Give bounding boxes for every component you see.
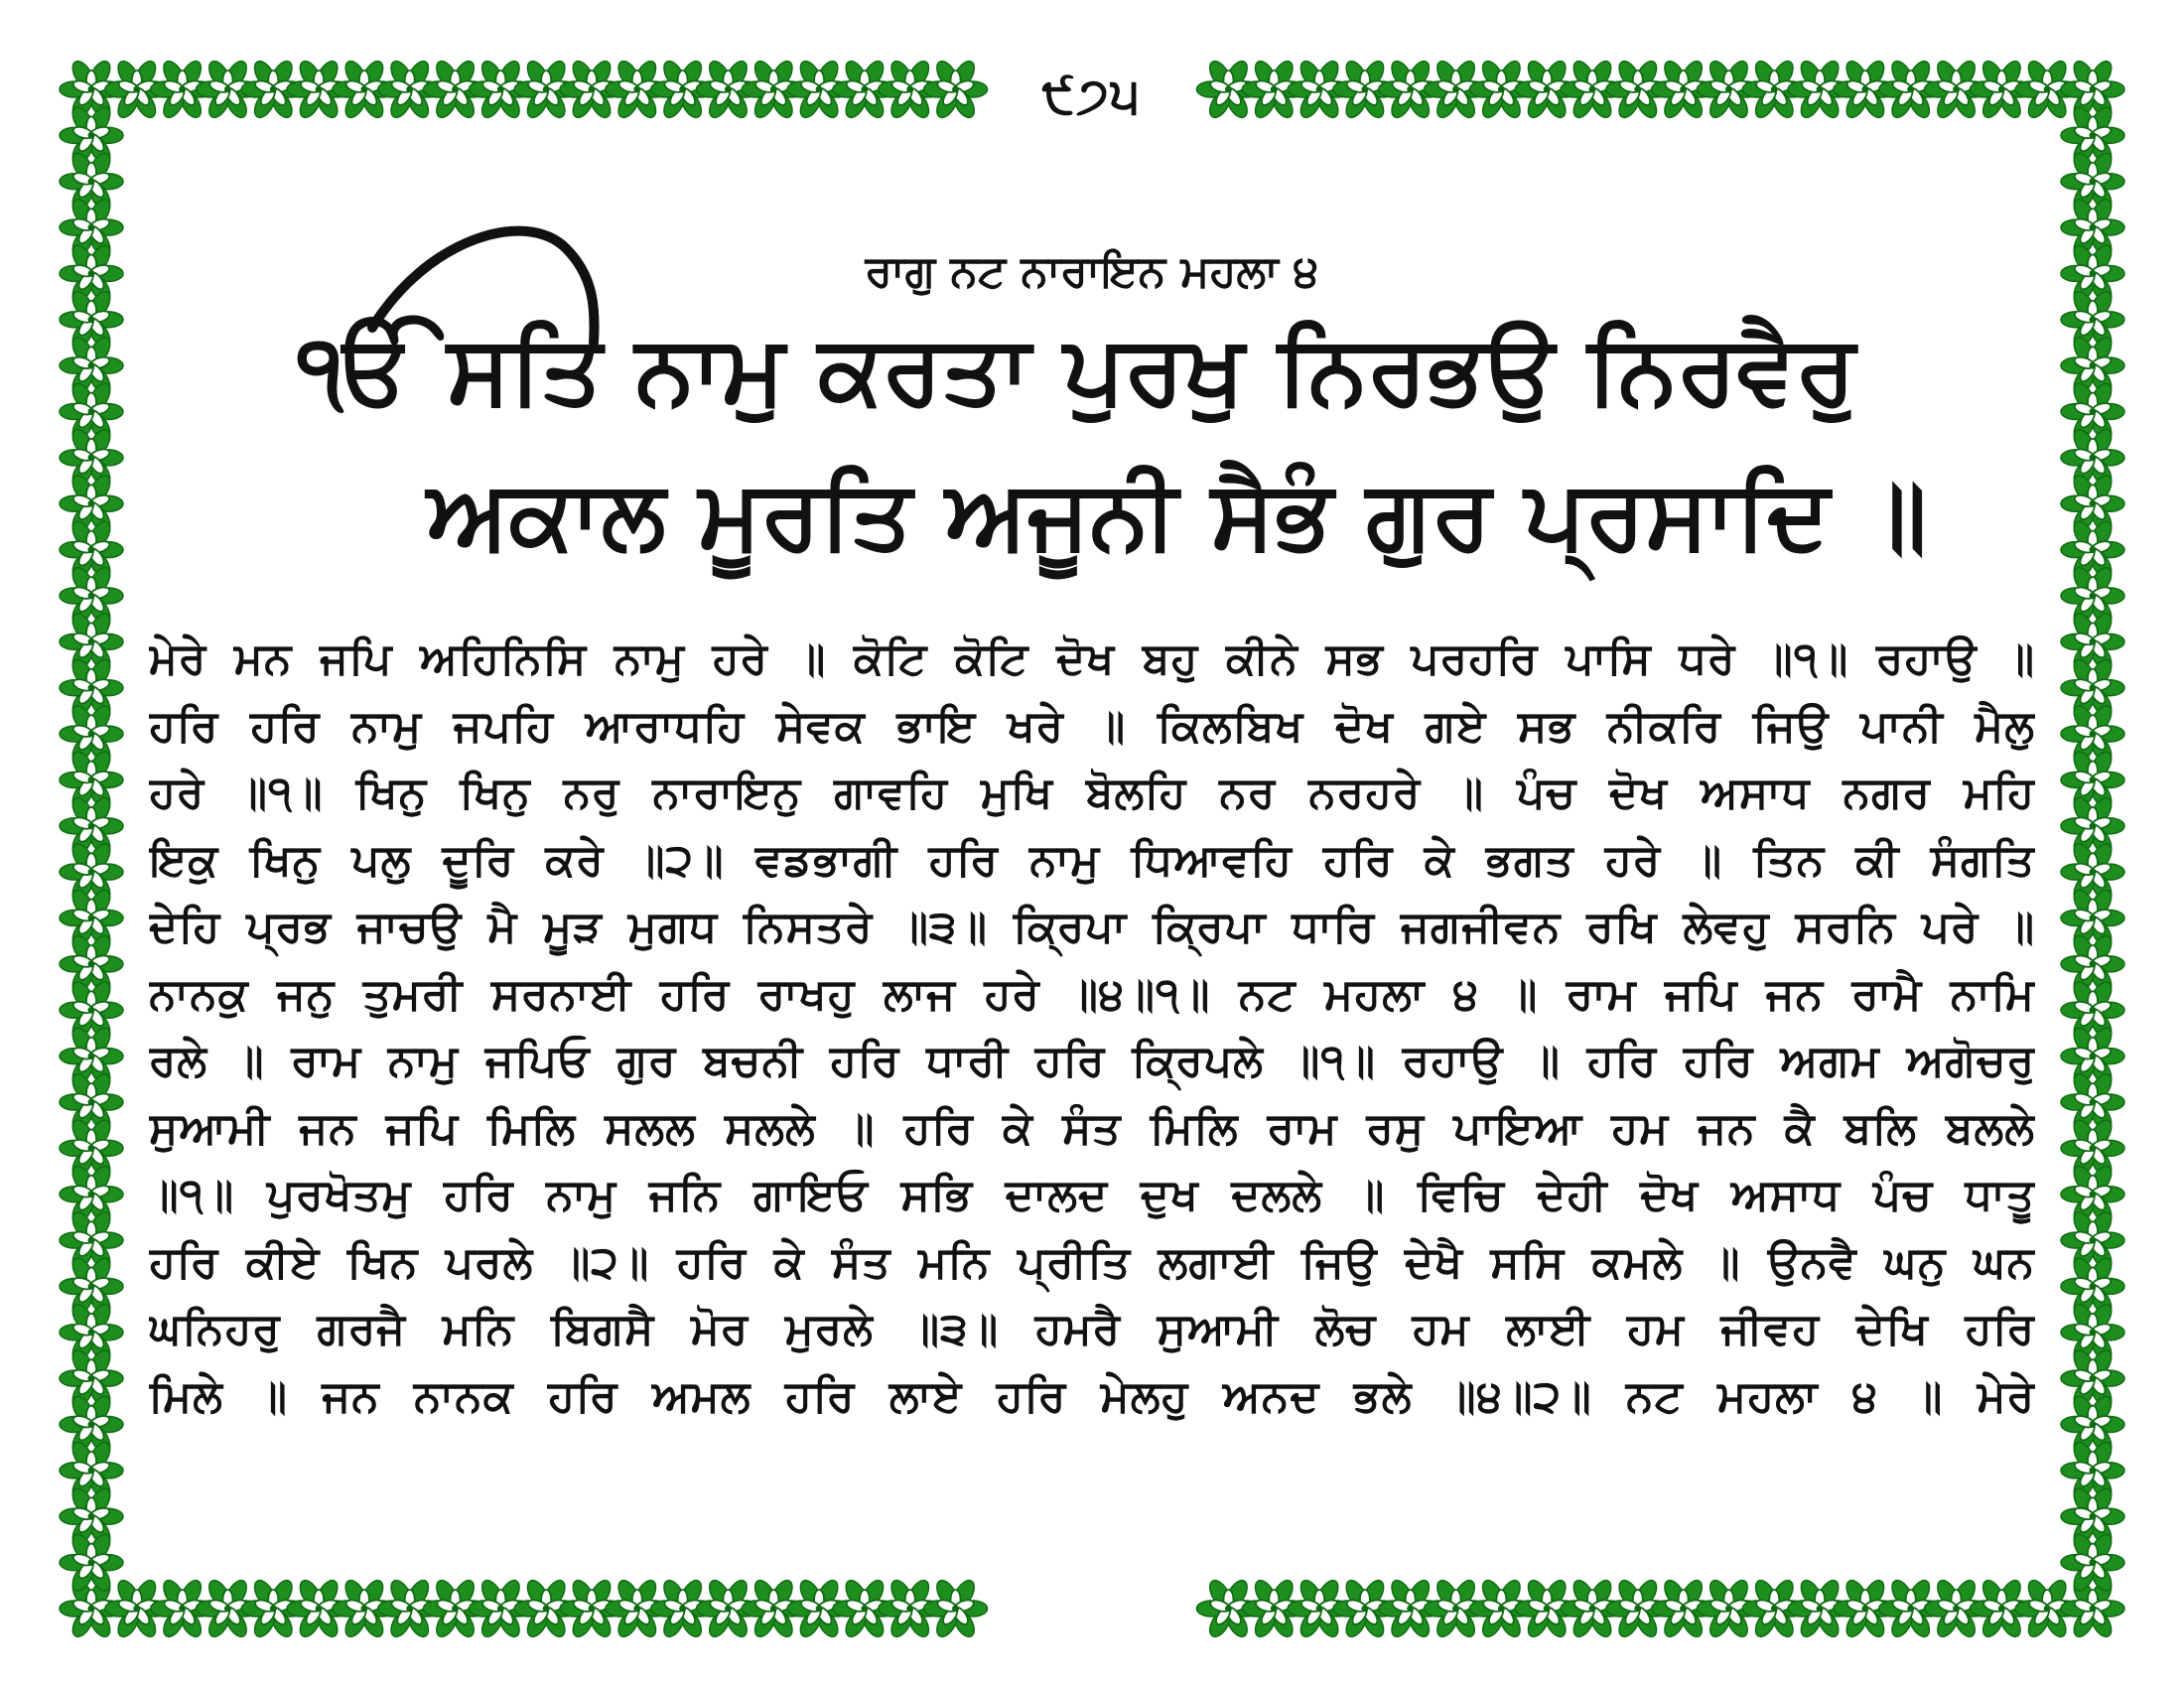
flower-icon [2061,611,2124,673]
flower-icon [2061,58,2124,120]
flower-icon [2061,932,2124,995]
page-number: ੯੭੫ [993,64,1191,127]
flower-icon [2061,334,2124,396]
flower-icon [2061,749,2124,811]
flower-icon [60,242,123,305]
scripture-line: ਹਰਿ ਹਰਿ ਨਾਮੁ ਜਪਹਿ ਆਰਾਧਹਿ ਸੇਵਕ ਭਾਇ ਖਰੇ ॥ ਕਿਲਬਿਖ ਦੋਖ ਗਏ ਸਭ ਨੀਕਰਿ ਜਿਉ ਪਾਨੀ ਮੈਲੁ [149,700,2035,752]
flower-icon [60,1208,123,1271]
flower-icon [2061,518,2124,581]
flower-icon [60,380,123,443]
flower-icon [60,564,123,627]
scripture-body [149,626,2035,1430]
flower-icon [2061,564,2124,627]
flower-icon [2061,1301,2124,1363]
flower-icon [60,611,123,673]
scripture-line: ਮੇਰੇ ਮਨ ਜਪਿ ਅਹਿਨਿਸਿ ਨਾਮੁ ਹਰੇ ॥ ਕੋਟਿ ਕੋਟਿ ਦੋਖ ਬਹੁ ਕੀਨੇ ਸਭ ਪਰਹਰਿ ਪਾਸਿ ਧਰੇ ॥੧॥ ਰਹਾਉ ॥ [149,633,2035,684]
flower-icon [60,887,123,949]
flower-icon [60,840,123,903]
flower-icon [60,1255,123,1318]
flower-icon [2061,979,2124,1042]
flower-icon [2061,1439,2124,1501]
flower-icon [2061,1117,2124,1180]
flower-icon [60,334,123,396]
flower-icon [60,196,123,258]
flower-icon [60,288,123,351]
flower-icon [60,1117,123,1180]
scripture-line: ਮਿਲੇ ॥ ਜਨ ਨਾਨਕ ਹਰਿ ਅਮਲ ਹਰਿ ਲਾਏ ਹਰਿ ਮੇਲਹੁ ਅਨਦ ਭਲੇ ॥੪॥੨॥ ਨਟ ਮਹਲਾ ੪ ॥ ਮੇਰੇ [149,1370,2035,1422]
scripture-line: ਦੇਹਿ ਪ੍ਰਭ ਜਾਚਉ ਮੈ ਮੂੜ ਮੁਗਧ ਨਿਸਤਰੇ ॥੩॥ ਕ੍ਰਿਪਾ ਕ੍ਰਿਪਾ ਧਾਰਿ ਜਗਜੀਵਨ ਰਖਿ ਲੇਵਹੁ ਸਰਨਿ ਪਰੇ ॥ [149,902,2035,952]
flower-icon [2061,288,2124,351]
flower-icon [60,702,123,765]
flower-icon [2061,1208,2124,1271]
flower-icon [2061,150,2124,212]
scripture-line: ਹਰੇ ॥੧॥ ਖਿਨੁ ਖਿਨੁ ਨਰੁ ਨਾਰਾਇਨੁ ਗਾਵਹਿ ਮੁਖਿ ਬੋਲਹਿ ਨਰ ਨਰਹਰੇ ॥ ਪੰਚ ਦੋਖ ਅਸਾਧ ਨਗਰ ਮਹਿ [149,768,2035,818]
flower-icon [60,518,123,581]
flower-icon [60,1531,123,1594]
mool-mantar-line-2: ਅਕਾਲ ਮੂਰਤਿ ਅਜੂਨੀ ਸੈਭੰ ਗੁਰ ਪ੍ਰਸਾਦਿ ॥ [427,459,1928,570]
flower-icon [60,1025,123,1087]
flower-icon [2061,426,2124,489]
scripture-line: ਹਰਿ ਕੀਏ ਖਿਨ ਪਰਲੇ ॥੨॥ ਹਰਿ ਕੇ ਸੰਤ ਮਨਿ ਪ੍ਰੀਤਿ ਲਗਾਈ ਜਿਉ ਦੇਖੈ ਸਸਿ ਕਮਲੇ ॥ ਉਨਵੈ ਘਨੁ ਘਨ [149,1236,2035,1288]
scripture-line: ਇਕੁ ਖਿਨੁ ਪਲੁ ਦੂਰਿ ਕਰੇ ॥੨॥ ਵਡਭਾਗੀ ਹਰਿ ਨਾਮੁ ਧਿਆਵਹਿ ਹਰਿ ਕੇ ਭਗਤ ਹਰੇ ॥ ਤਿਨ ਕੀ ਸੰਗਤਿ [149,834,2035,886]
flower-icon [60,932,123,995]
flower-icon [2061,1531,2124,1594]
flower-icon [2061,1346,2124,1409]
flower-icon [2061,380,2124,443]
scripture-line: ਰਲੇ ॥ ਰਾਮ ਨਾਮੁ ਜਪਿਓ ਗੁਰ ਬਚਨੀ ਹਰਿ ਧਾਰੀ ਹਰਿ ਕ੍ਰਿਪਲੇ ॥੧॥ ਰਹਾਉ ॥ ਹਰਿ ਹਰਿ ਅਗਮ ਅਗੋਚਰੁ [149,1036,2035,1086]
flower-icon [60,1301,123,1363]
flower-icon [60,1163,123,1225]
flower-icon [60,794,123,857]
flower-icon [60,1485,123,1548]
mool-mantar-line-1: ੴ ਸਤਿ ਨਾਮੁ ਕਰਤਾ ਪੁਰਖੁ ਨਿਰਭਉ ਨਿਰਵੈਰੁ [298,314,1856,425]
flower-icon [2061,1255,2124,1318]
flower-icon [2061,794,2124,857]
flower-icon [2061,1485,2124,1548]
flower-icon [2061,887,2124,949]
flower-icon [60,426,123,489]
flower-icon [2061,702,2124,765]
flower-icon [60,150,123,212]
flower-icon [2061,104,2124,167]
raag-heading: ਰਾਗੁ ਨਟ ਨਾਰਾਇਨ ਮਹਲਾ ੪ [865,246,1319,297]
scripture-line: ਨਾਨਕੁ ਜਨੁ ਤੁਮਰੀ ਸਰਨਾਈ ਹਰਿ ਰਾਖਹੁ ਲਾਜ ਹਰੇ ॥੪॥੧॥ ਨਟ ਮਹਲਾ ੪ ॥ ਰਾਮ ਜਪਿ ਜਨ ਰਾਮੈ ਨਾਮਿ [149,968,2035,1020]
flower-icon [2061,656,2124,719]
flower-icon [2061,1393,2124,1456]
flower-icon [2061,1577,2124,1639]
flower-icon [60,656,123,719]
scripture-line: ਘਨਿਹਰੁ ਗਰਜੈ ਮਨਿ ਬਿਗਸੈ ਮੋਰ ਮੁਰਲੇ ॥੩॥ ਹਮਰੈ ਸੁਆਮੀ ਲੋਚ ਹਮ ਲਾਈ ਹਮ ਜੀਵਹ ਦੇਖਿ ਹਰਿ [149,1304,2035,1354]
flower-icon [2061,473,2124,535]
flower-icon [60,1346,123,1409]
flower-icon [60,1393,123,1456]
flower-icon [60,473,123,535]
flower-icon [924,58,988,120]
flower-icon [60,979,123,1042]
flower-icon [2061,1070,2124,1133]
flower-icon [2061,196,2124,258]
flower-icon [60,104,123,167]
flower-icon [2061,1163,2124,1225]
flower-icon [60,1070,123,1133]
scripture-line: ਸੁਆਮੀ ਜਨ ਜਪਿ ਮਿਲਿ ਸਲਲ ਸਲਲੇ ॥ ਹਰਿ ਕੇ ਸੰਤ ਮਿਲਿ ਰਾਮ ਰਸੁ ਪਾਇਆ ਹਮ ਜਨ ਕੈ ਬਲਿ ਬਲਲੇ [149,1102,2035,1154]
flower-icon [2061,1025,2124,1087]
flower-icon [2061,242,2124,305]
flower-icon [924,1577,988,1639]
scripture-line: ॥੧॥ ਪੁਰਖੋਤਮੁ ਹਰਿ ਨਾਮੁ ਜਨਿ ਗਾਇਓ ਸਭਿ ਦਾਲਦ ਦੁਖ ਦਲਲੇ ॥ ਵਿਚਿ ਦੇਹੀ ਦੋਖ ਅਸਾਧ ਪੰਚ ਧਾਤੂ [149,1170,2035,1220]
flower-icon [2061,840,2124,903]
flower-icon [60,1439,123,1501]
flower-icon [60,749,123,811]
